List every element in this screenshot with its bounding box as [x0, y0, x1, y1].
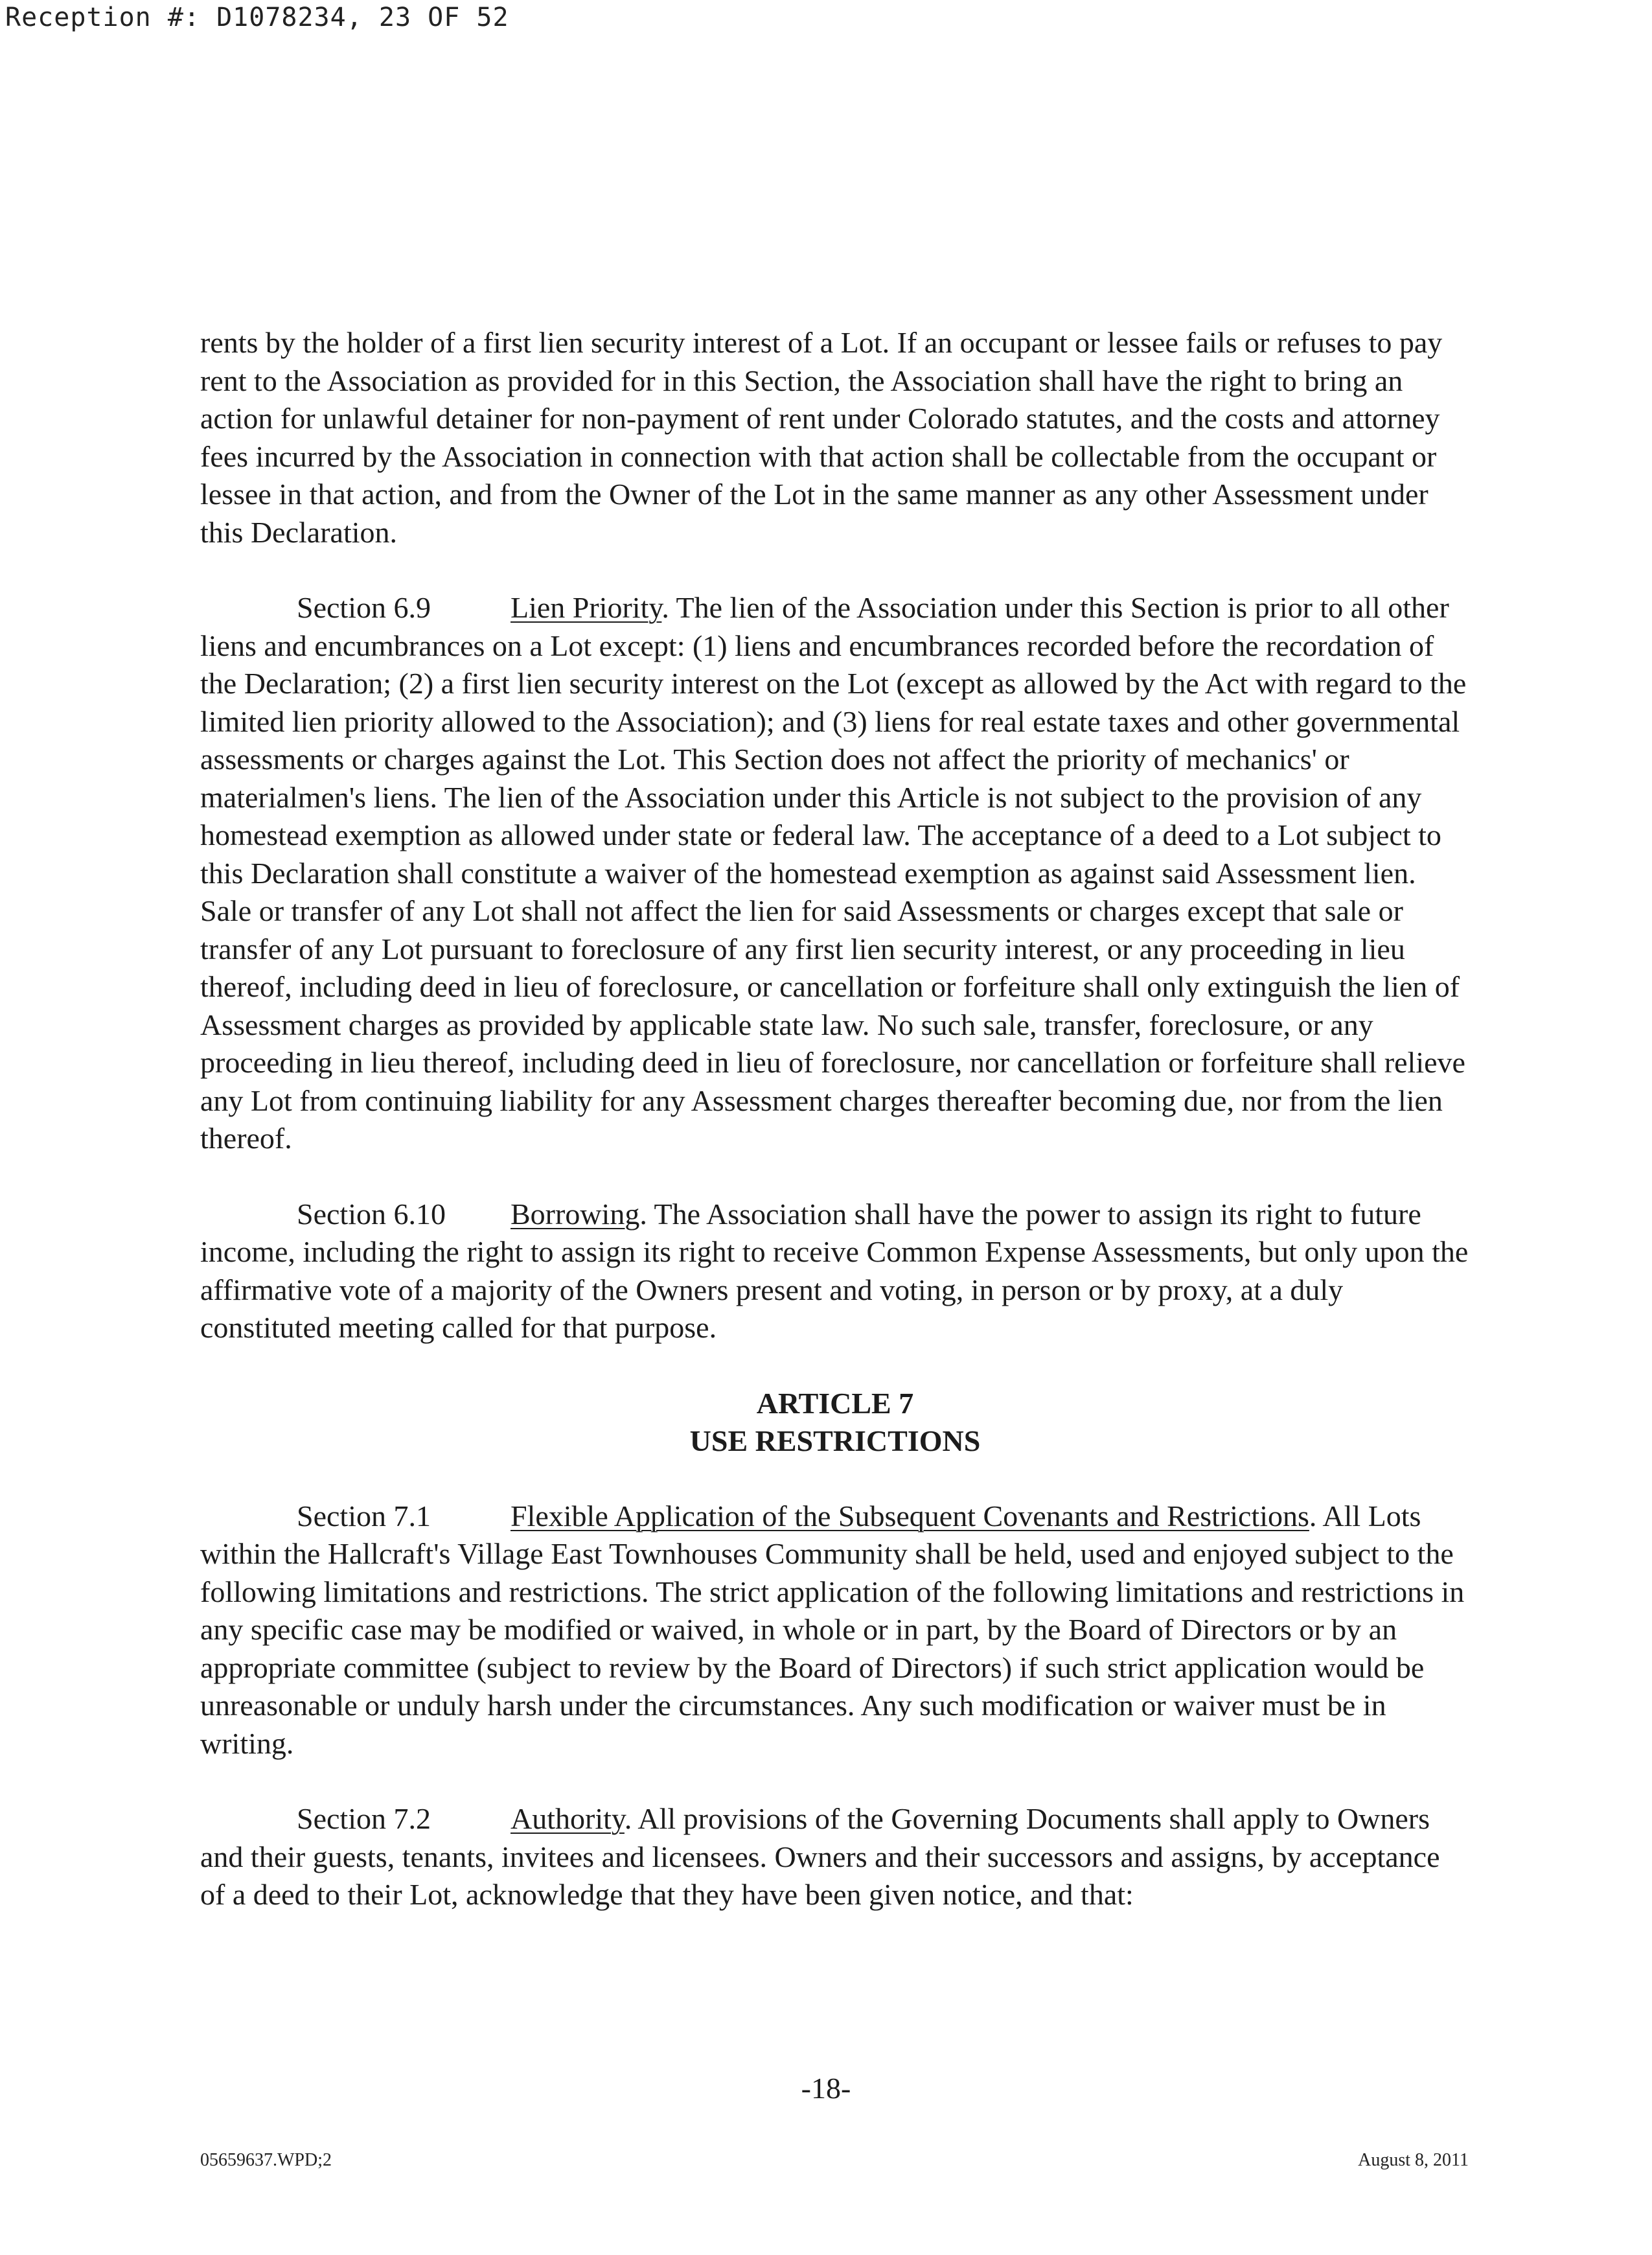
- section-6-9-text: . The lien of the Association under this Section is prior to all other liens and encumbrances on a Lot except: (1) liens and encumbrances recorded before the recordation of the Declaration; (2) a first lien security interest on the Lot (except as allowed by the Act with regard to the limited lien priority allowed to the Association); and (3) liens for real estate taxes and other governmental assessments or charges against the Lot. This Section does not affect the priority of mechanics' or materialmen's liens. The lien of the Association under this Article is not subject to the provision of any homestead exemption as allowed under state or federal law. The acceptance of a deed to a Lot subject to this Declaration shall constitute a waiver of the homestead exemption as against said Assessment lien. Sale or transfer of any Lot shall not affect the lien for said Assessments or charges except that sale or transfer of any Lot pursuant to foreclosure of any first lien security interest, or any proceeding in lieu thereof, including deed in lieu of foreclosure, or cancellation or forfeiture shall only extinguish the lien of Assessment charges as provided by applicable state law. No such sale, transfer, foreclosure, or any proceeding in lieu thereof, including deed in lieu of foreclosure, nor cancellation or forfeiture shall relieve any Lot from continuing liability for any Assessment charges thereafter becoming due, nor from the lien thereof.: [200, 591, 1467, 1155]
- section-7-1: [200, 1498, 1470, 1763]
- document-id: 05659637.WPD;2: [200, 2150, 332, 2170]
- article-title: USE RESTRICTIONS: [689, 1424, 981, 1457]
- section-7-1-label: Section 7.1: [297, 1499, 431, 1532]
- section-7-1-title: Flexible Application of the Subsequent Covenants and Restrictions: [511, 1499, 1309, 1532]
- article-number: ARTICLE 7: [756, 1386, 914, 1420]
- section-7-2-label: Section 7.2: [297, 1802, 431, 1835]
- section-6-10-text: . The Association shall have the power to assign its right to future income, including the right to assign its right to receive Common Expense Assessments, but only upon the affirmative vote of a majority of the Owners present and voting, in person or by proxy, at a duly constituted meeting called for that purpose.: [200, 1197, 1469, 1344]
- section-6-10-title: Borrowing: [511, 1197, 640, 1231]
- section-6-10: [200, 1196, 1470, 1347]
- paragraph-rents-text: rents by the holder of a first lien security interest of a Lot. If an occupant or lessee fails or refuses to pay rent to the Association as provided for in this Section, the Association shall have the right to bring an action for unlawful detainer for non-payment of rent under Colorado statutes, and the costs and attorney fees incurred by the Association in connection with that action shall be collectable from the occupant or lessee in that action, and from the Owner of the Lot in the same manner as any other Assessment under this Declaration.: [200, 326, 1443, 549]
- section-7-2-title: Authority: [511, 1802, 625, 1835]
- section-6-9-title: Lien Priority: [511, 591, 662, 624]
- section-6-9-label: Section 6.9: [297, 591, 431, 624]
- document-date: August 8, 2011: [1358, 2150, 1469, 2170]
- section-7-2-text: . All provisions of the Governing Documents shall apply to Owners and their guests, tenants, invitees and licensees. Owners and their successors and assigns, by acceptance of a deed to their Lot, acknowledge that they have been given notice, and that:: [200, 1802, 1440, 1911]
- page-number: -18-: [801, 2072, 851, 2105]
- section-7-1-text: . All Lots within the Hallcraft's Village East Townhouses Community shall be held, used and enjoyed subject to the following limitations and restrictions. The strict application of the following limitations and restrictions in any specific case may be modified or waived, in whole or in part, by the Board of Directors or by an appropriate committee (subject to review by the Board of Directors) if such strict application would be unreasonable or unduly harsh under the circumstances. Any such modification or waiver must be in writing.: [200, 1499, 1465, 1760]
- section-6-10-label: Section 6.10: [297, 1197, 446, 1231]
- paragraph-rents: [200, 324, 1470, 551]
- section-7-2: [200, 1800, 1470, 1914]
- article-heading: [200, 1385, 1470, 1460]
- document-body: [200, 324, 1470, 1952]
- section-6-9: [200, 589, 1470, 1158]
- reception-number-header: Reception #: D1078234, 23 OF 52: [5, 3, 509, 32]
